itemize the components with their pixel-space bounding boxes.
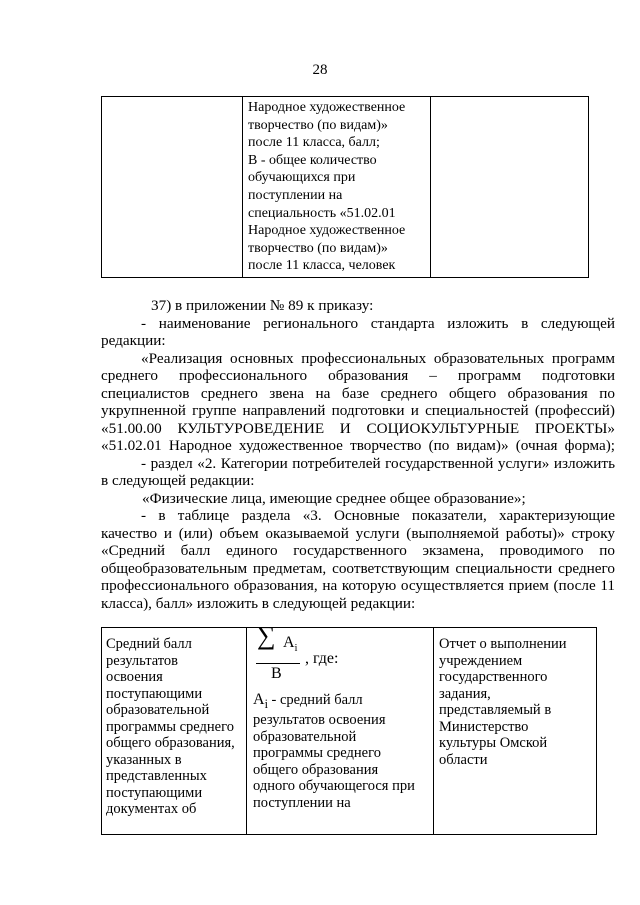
paragraph-line: специалистов среднего звена на базе среднего общего образования по (101, 384, 615, 402)
table-row (102, 97, 589, 278)
cell-line: Средний балл (106, 636, 192, 652)
cell-line: документах об (106, 801, 197, 817)
table-cell-empty (102, 97, 243, 278)
paragraph-line: «51.02.01 Народное художественное творчество (по видам)» (очная форма); (101, 437, 615, 454)
numerator-subscript: i (294, 643, 298, 655)
formula-numerator (283, 635, 297, 658)
paragraph-line: класса), балл» изложить в следующей редакции: (101, 594, 416, 612)
cell-line: программы среднего (106, 718, 234, 735)
document-body (101, 297, 615, 612)
paragraph-line: качество и (или) объем оказываемой услуги (выполняемой работы)» строку (101, 524, 615, 542)
numerator-symbol: A (283, 634, 295, 651)
indicator-name-cell (102, 628, 247, 835)
formula-cell (247, 621, 434, 835)
cell-line: после 11 класса, человек (248, 258, 396, 274)
cell-line: указанных в (106, 751, 182, 768)
cell-line: представленных (106, 768, 207, 784)
page-number: 28 (312, 62, 328, 78)
cell-line: творчество (по видам)» (248, 240, 388, 256)
paragraph-line: - в таблице раздела «3. Основные показатели, характеризующие (141, 507, 615, 524)
cell-line: поступлении на (248, 187, 343, 203)
cell-line: государственного (439, 669, 548, 685)
paragraph-line: редакции: (101, 332, 166, 349)
cell-line: программы среднего (253, 745, 381, 762)
cell-line: образовательной (106, 702, 210, 718)
paragraph-line: общеобразовательным предметам, соответствующим специальности среднего (101, 559, 615, 577)
cell-line: Министерство (439, 718, 529, 735)
paragraph-line: профессионального образования, на которую осуществляется прием (после 11 (101, 577, 615, 594)
formula (253, 621, 433, 684)
paragraph-line: «Реализация основных профессиональных образовательных программ (141, 349, 615, 367)
formula-denominator: B (271, 665, 282, 682)
paragraph-line: «Физические лица, имеющие среднее общее образование»; (142, 489, 526, 507)
cell-line: учреждением (439, 652, 523, 669)
table-cell-text (243, 97, 431, 278)
paragraph-line: - раздел «2. Категории потребителей государственной услуги» изложить (141, 454, 615, 472)
cell-line: результатов (106, 652, 179, 669)
cell-line: освоения (106, 669, 163, 685)
cell-line: представляемый в (439, 702, 552, 718)
indicator-table (101, 621, 597, 835)
cell-line: обучающихся при (248, 170, 356, 186)
cell-line: одного обучающегося при (253, 778, 415, 795)
cell-line: области (439, 751, 488, 768)
cell-line: результатов освоения (253, 712, 386, 729)
variable-subscript: i (264, 696, 268, 711)
paragraph-line: в следующей редакции: (101, 472, 255, 489)
cell-line: поступающими (106, 784, 203, 801)
paragraph-line: укрупненной группе направлений подготовки и специальностей (профессий) (101, 402, 615, 419)
continued-table (101, 96, 589, 278)
paragraph-line: 37) в приложении № 89 к приказу: (151, 297, 374, 314)
cell-line: общего образования, (106, 735, 235, 751)
sum-symbol: ∑ (257, 621, 276, 650)
table-row (102, 628, 597, 835)
cell-line: задания, (439, 685, 491, 702)
variable-description: - средний балл (267, 692, 363, 708)
variable-symbol: A (253, 691, 265, 708)
paragraph-line: среднего профессионального образования – программ подготовки (101, 367, 615, 384)
cell-line: Народное художественное (248, 223, 406, 239)
cell-line: образовательной (253, 728, 357, 745)
cell-line: Народное художественное (248, 100, 406, 115)
cell-line: общего образования (253, 761, 379, 778)
cell-line: культуры Омской (439, 735, 548, 751)
cell-line: В - общее количество (248, 152, 377, 168)
cell-line: поступающими (106, 685, 203, 702)
cell-line: после 11 класса, балл; (248, 135, 380, 151)
cell-line: специальность «51.02.01 (248, 205, 396, 221)
source-cell (434, 628, 597, 835)
cell-line: творчество (по видам)» (248, 117, 388, 133)
table-cell-empty (431, 97, 589, 278)
variable-definition (253, 692, 433, 712)
cell-line: поступлении на (253, 794, 351, 811)
paragraph-line: - наименование регионального стандарта изложить в следующей (141, 314, 615, 332)
paragraph-line: «Средний балл единого государственного экзамена, проводимого по (101, 542, 615, 559)
formula-suffix: , где: (305, 650, 339, 667)
paragraph-line: «51.00.00 КУЛЬТУРОВЕДЕНИЕ И СОЦИОКУЛЬТУРНЫЕ ПРОЕКТЫ» (101, 419, 615, 437)
fraction-bar (256, 663, 300, 664)
cell-line: Отчет о выполнении (439, 636, 567, 652)
